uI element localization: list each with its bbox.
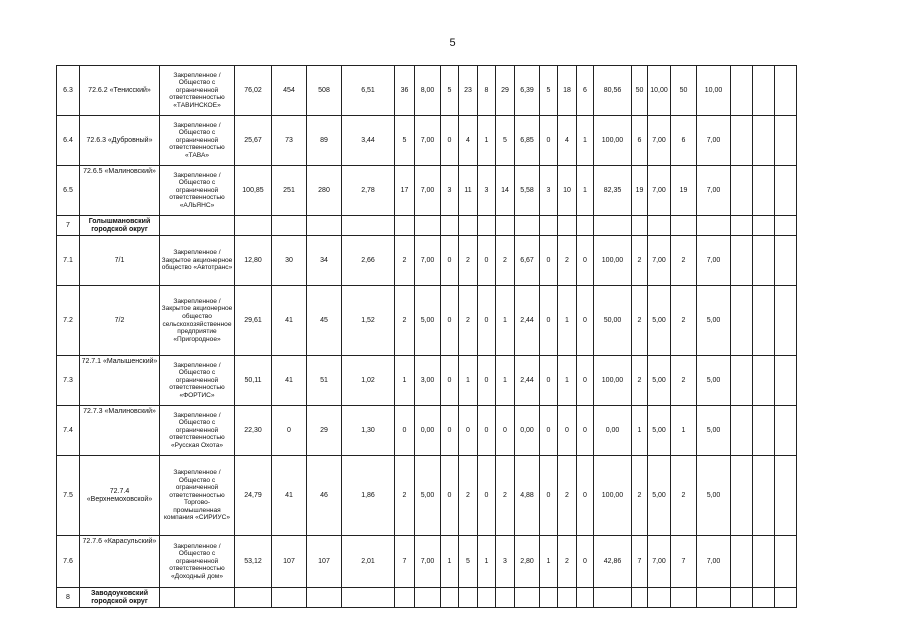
value-cell: 2 xyxy=(496,236,515,286)
table-row xyxy=(57,166,797,216)
value-cell: 5,00 xyxy=(415,286,441,356)
owner-cell: Закрепленное / Общество с ограниченной ответственностью «ТАВА» xyxy=(160,116,235,166)
value-cell: 0 xyxy=(496,406,515,456)
row-number-cell: 7.5 xyxy=(57,456,80,536)
lot-name-cell: 72.7.3 «Малиновский» xyxy=(80,406,160,456)
value-cell: 5,00 xyxy=(697,406,731,456)
value-cell: 0 xyxy=(577,286,594,356)
value-cell xyxy=(753,286,775,356)
lot-name-cell: 72.7.4 «Верхнемоховской» xyxy=(80,456,160,536)
value-cell: 107 xyxy=(272,536,307,588)
value-cell: 42,86 xyxy=(594,536,632,588)
value-cell: 2 xyxy=(395,236,415,286)
row-number-cell: 7.4 xyxy=(57,406,80,456)
owner-cell xyxy=(160,588,235,608)
value-cell xyxy=(558,216,577,236)
value-cell: 7,00 xyxy=(697,116,731,166)
value-cell: 0 xyxy=(540,116,558,166)
value-cell xyxy=(632,216,648,236)
value-cell xyxy=(731,66,753,116)
value-cell: 0 xyxy=(459,406,478,456)
value-cell xyxy=(731,588,753,608)
value-cell: 5 xyxy=(441,66,459,116)
value-cell xyxy=(753,588,775,608)
value-cell xyxy=(496,588,515,608)
value-cell xyxy=(577,216,594,236)
value-cell: 7 xyxy=(632,536,648,588)
value-cell xyxy=(731,406,753,456)
value-cell: 12,80 xyxy=(235,236,272,286)
value-cell: 7,00 xyxy=(648,116,671,166)
lot-name-cell: 72.7.1 «Малышенский» xyxy=(80,356,160,406)
value-cell: 53,12 xyxy=(235,536,272,588)
value-cell xyxy=(753,456,775,536)
value-cell: 41 xyxy=(272,356,307,406)
value-cell: 19 xyxy=(632,166,648,216)
value-cell: 89 xyxy=(307,116,342,166)
value-cell: 50 xyxy=(671,66,697,116)
value-cell: 1,52 xyxy=(342,286,395,356)
value-cell xyxy=(753,216,775,236)
value-cell: 2,66 xyxy=(342,236,395,286)
value-cell xyxy=(753,356,775,406)
lot-name-cell: 72.6.2 «Тенисский» xyxy=(80,66,160,116)
value-cell: 7 xyxy=(671,536,697,588)
value-cell xyxy=(594,588,632,608)
value-cell: 0 xyxy=(540,236,558,286)
value-cell xyxy=(775,286,797,356)
value-cell xyxy=(753,236,775,286)
table-body xyxy=(57,66,797,608)
value-cell xyxy=(731,536,753,588)
value-cell: 0 xyxy=(577,406,594,456)
value-cell: 1 xyxy=(395,356,415,406)
owner-cell: Закрепленное / Общество с ограниченной ответственностью «ТАВИНСКОЕ» xyxy=(160,66,235,116)
value-cell xyxy=(731,356,753,406)
value-cell: 0 xyxy=(441,356,459,406)
value-cell xyxy=(478,588,496,608)
value-cell: 1 xyxy=(496,286,515,356)
value-cell: 7,00 xyxy=(415,116,441,166)
value-cell: 0 xyxy=(478,236,496,286)
value-cell: 0 xyxy=(272,406,307,456)
value-cell xyxy=(775,406,797,456)
value-cell xyxy=(671,588,697,608)
value-cell: 1 xyxy=(671,406,697,456)
value-cell xyxy=(540,588,558,608)
value-cell xyxy=(235,216,272,236)
value-cell: 5,00 xyxy=(648,286,671,356)
row-number-cell: 7.6 xyxy=(57,536,80,588)
value-cell: 0 xyxy=(577,536,594,588)
value-cell: 2 xyxy=(395,286,415,356)
value-cell: 10,00 xyxy=(648,66,671,116)
value-cell: 1,86 xyxy=(342,456,395,536)
lot-name-cell: 7/1 xyxy=(80,236,160,286)
value-cell: 2 xyxy=(558,236,577,286)
value-cell: 17 xyxy=(395,166,415,216)
value-cell xyxy=(775,456,797,536)
value-cell: 3,00 xyxy=(415,356,441,406)
value-cell: 0 xyxy=(577,456,594,536)
value-cell: 41 xyxy=(272,456,307,536)
value-cell: 5 xyxy=(496,116,515,166)
value-cell xyxy=(459,588,478,608)
value-cell: 100,00 xyxy=(594,456,632,536)
value-cell xyxy=(515,216,540,236)
value-cell: 0 xyxy=(395,406,415,456)
value-cell: 6,85 xyxy=(515,116,540,166)
value-cell: 2 xyxy=(395,456,415,536)
value-cell: 1 xyxy=(632,406,648,456)
value-cell: 2 xyxy=(459,236,478,286)
value-cell: 2 xyxy=(496,456,515,536)
value-cell: 1 xyxy=(577,116,594,166)
value-cell: 4 xyxy=(558,116,577,166)
value-cell xyxy=(395,216,415,236)
value-cell: 0,00 xyxy=(415,406,441,456)
page-number: 5 xyxy=(449,37,456,49)
value-cell xyxy=(753,166,775,216)
value-cell: 1 xyxy=(558,286,577,356)
value-cell xyxy=(272,216,307,236)
row-number-cell: 7 xyxy=(57,216,80,236)
value-cell: 1 xyxy=(496,356,515,406)
value-cell: 2 xyxy=(671,356,697,406)
value-cell: 2 xyxy=(632,236,648,286)
value-cell: 4,88 xyxy=(515,456,540,536)
value-cell: 3 xyxy=(441,166,459,216)
value-cell xyxy=(753,116,775,166)
value-cell xyxy=(272,588,307,608)
value-cell: 7,00 xyxy=(415,236,441,286)
value-cell: 1 xyxy=(577,166,594,216)
value-cell: 280 xyxy=(307,166,342,216)
value-cell: 8,00 xyxy=(415,66,441,116)
value-cell: 0 xyxy=(577,236,594,286)
value-cell xyxy=(697,216,731,236)
table-row xyxy=(57,406,797,456)
value-cell: 80,56 xyxy=(594,66,632,116)
value-cell: 1,30 xyxy=(342,406,395,456)
value-cell: 5,00 xyxy=(697,456,731,536)
row-number-cell: 8 xyxy=(57,588,80,608)
value-cell: 2,80 xyxy=(515,536,540,588)
owner-cell: Закрепленное / Закрытое акционерное общество «Автотранс» xyxy=(160,236,235,286)
value-cell: 36 xyxy=(395,66,415,116)
value-cell xyxy=(235,588,272,608)
row-number-cell: 6.3 xyxy=(57,66,80,116)
value-cell: 0 xyxy=(540,456,558,536)
value-cell xyxy=(731,116,753,166)
value-cell: 508 xyxy=(307,66,342,116)
value-cell: 4 xyxy=(459,116,478,166)
district-row xyxy=(57,588,797,608)
value-cell: 5,00 xyxy=(415,456,441,536)
value-cell: 8 xyxy=(478,66,496,116)
value-cell: 100,00 xyxy=(594,356,632,406)
value-cell xyxy=(775,66,797,116)
table-row xyxy=(57,356,797,406)
value-cell: 7,00 xyxy=(648,536,671,588)
value-cell xyxy=(459,216,478,236)
value-cell xyxy=(478,216,496,236)
value-cell: 2 xyxy=(558,536,577,588)
value-cell: 76,02 xyxy=(235,66,272,116)
value-cell: 100,00 xyxy=(594,116,632,166)
table-row xyxy=(57,536,797,588)
value-cell: 5,00 xyxy=(648,356,671,406)
value-cell: 6 xyxy=(632,116,648,166)
value-cell xyxy=(775,236,797,286)
value-cell: 1 xyxy=(558,356,577,406)
row-number-cell: 7.3 xyxy=(57,356,80,406)
value-cell xyxy=(307,588,342,608)
owner-cell: Закрепленное / Общество с ограниченной ответственностью «Русская Охота» xyxy=(160,406,235,456)
value-cell xyxy=(307,216,342,236)
value-cell: 19 xyxy=(671,166,697,216)
value-cell: 0,00 xyxy=(515,406,540,456)
value-cell xyxy=(648,216,671,236)
value-cell: 6 xyxy=(577,66,594,116)
value-cell: 7 xyxy=(395,536,415,588)
value-cell: 7,00 xyxy=(697,536,731,588)
value-cell: 2 xyxy=(671,286,697,356)
value-cell: 29 xyxy=(496,66,515,116)
value-cell: 50 xyxy=(632,66,648,116)
value-cell: 0 xyxy=(540,406,558,456)
value-cell: 1 xyxy=(478,116,496,166)
value-cell: 0 xyxy=(478,406,496,456)
value-cell: 34 xyxy=(307,236,342,286)
value-cell: 2 xyxy=(671,456,697,536)
value-cell: 29 xyxy=(307,406,342,456)
value-cell: 24,79 xyxy=(235,456,272,536)
value-cell: 11 xyxy=(459,166,478,216)
value-cell: 0 xyxy=(478,456,496,536)
value-cell: 25,67 xyxy=(235,116,272,166)
value-cell: 10,00 xyxy=(697,66,731,116)
value-cell: 7,00 xyxy=(415,536,441,588)
value-cell: 41 xyxy=(272,286,307,356)
value-cell xyxy=(753,406,775,456)
row-number-cell: 7.2 xyxy=(57,286,80,356)
value-cell: 5,00 xyxy=(697,286,731,356)
value-cell: 2,78 xyxy=(342,166,395,216)
value-cell: 5,58 xyxy=(515,166,540,216)
value-cell xyxy=(731,236,753,286)
value-cell: 3 xyxy=(496,536,515,588)
value-cell xyxy=(395,588,415,608)
owner-cell: Закрепленное / Общество с ограниченной ответственностью «ФОРТИС» xyxy=(160,356,235,406)
value-cell: 2 xyxy=(558,456,577,536)
value-cell: 2 xyxy=(632,286,648,356)
value-cell: 6 xyxy=(671,116,697,166)
lot-name-cell: Голышмановский городской округ xyxy=(80,216,160,236)
table-row xyxy=(57,456,797,536)
value-cell: 45 xyxy=(307,286,342,356)
value-cell: 5 xyxy=(395,116,415,166)
value-cell: 2 xyxy=(671,236,697,286)
value-cell: 2 xyxy=(459,286,478,356)
value-cell xyxy=(731,286,753,356)
value-cell: 454 xyxy=(272,66,307,116)
value-cell: 6,39 xyxy=(515,66,540,116)
value-cell xyxy=(558,588,577,608)
value-cell: 5,00 xyxy=(648,456,671,536)
value-cell xyxy=(731,216,753,236)
value-cell: 1 xyxy=(478,536,496,588)
value-cell xyxy=(775,116,797,166)
value-cell: 7,00 xyxy=(697,236,731,286)
value-cell xyxy=(775,536,797,588)
value-cell: 23 xyxy=(459,66,478,116)
value-cell xyxy=(731,166,753,216)
value-cell xyxy=(594,216,632,236)
value-cell: 0 xyxy=(441,116,459,166)
value-cell xyxy=(731,456,753,536)
value-cell xyxy=(753,536,775,588)
value-cell: 2 xyxy=(459,456,478,536)
value-cell: 0 xyxy=(540,286,558,356)
value-cell: 0 xyxy=(577,356,594,406)
value-cell xyxy=(577,588,594,608)
value-cell: 5,00 xyxy=(697,356,731,406)
value-cell: 0 xyxy=(441,286,459,356)
value-cell: 2 xyxy=(632,356,648,406)
value-cell xyxy=(496,216,515,236)
value-cell: 0 xyxy=(478,286,496,356)
value-cell: 5,00 xyxy=(648,406,671,456)
value-cell xyxy=(415,588,441,608)
value-cell: 7,00 xyxy=(415,166,441,216)
hunting-grounds-table xyxy=(56,65,797,608)
value-cell: 10 xyxy=(558,166,577,216)
value-cell xyxy=(775,166,797,216)
value-cell: 18 xyxy=(558,66,577,116)
owner-cell xyxy=(160,216,235,236)
value-cell xyxy=(540,216,558,236)
value-cell: 50,11 xyxy=(235,356,272,406)
value-cell xyxy=(697,588,731,608)
value-cell: 1 xyxy=(540,536,558,588)
value-cell: 0 xyxy=(441,236,459,286)
value-cell: 7,00 xyxy=(697,166,731,216)
value-cell: 100,00 xyxy=(594,236,632,286)
value-cell xyxy=(632,588,648,608)
table-row xyxy=(57,236,797,286)
value-cell: 14 xyxy=(496,166,515,216)
table-row xyxy=(57,116,797,166)
value-cell: 7,00 xyxy=(648,166,671,216)
value-cell: 82,35 xyxy=(594,166,632,216)
value-cell xyxy=(441,216,459,236)
value-cell xyxy=(515,588,540,608)
value-cell xyxy=(441,588,459,608)
district-row xyxy=(57,216,797,236)
owner-cell: Закрепленное / Общество с ограниченной ответственностью «Доходный дом» xyxy=(160,536,235,588)
value-cell: 0 xyxy=(441,406,459,456)
value-cell: 29,61 xyxy=(235,286,272,356)
value-cell: 0 xyxy=(540,356,558,406)
value-cell: 0,00 xyxy=(594,406,632,456)
row-number-cell: 6.5 xyxy=(57,166,80,216)
lot-name-cell: 7/2 xyxy=(80,286,160,356)
table-row xyxy=(57,66,797,116)
owner-cell: Закрепленное / Общество с ограниченной ответственностью «АЛЬЯНС» xyxy=(160,166,235,216)
value-cell xyxy=(753,66,775,116)
value-cell: 5 xyxy=(540,66,558,116)
lot-name-cell: Заводоуковский городской округ xyxy=(80,588,160,608)
lot-name-cell: 72.7.6 «Карасульский» xyxy=(80,536,160,588)
value-cell: 2,44 xyxy=(515,286,540,356)
value-cell: 2 xyxy=(632,456,648,536)
value-cell xyxy=(671,216,697,236)
value-cell: 22,30 xyxy=(235,406,272,456)
owner-cell: Закрепленное / Закрытое акционерное общество сельскохозяйственное предприятие «Пригородное» xyxy=(160,286,235,356)
value-cell: 0 xyxy=(478,356,496,406)
row-number-cell: 7.1 xyxy=(57,236,80,286)
value-cell: 1 xyxy=(459,356,478,406)
value-cell: 6,51 xyxy=(342,66,395,116)
value-cell: 46 xyxy=(307,456,342,536)
value-cell: 5 xyxy=(459,536,478,588)
value-cell xyxy=(775,588,797,608)
value-cell: 7,00 xyxy=(648,236,671,286)
lot-name-cell: 72.6.5 «Малиновский» xyxy=(80,166,160,216)
value-cell: 3,44 xyxy=(342,116,395,166)
value-cell xyxy=(775,216,797,236)
value-cell: 0 xyxy=(441,456,459,536)
value-cell xyxy=(775,356,797,406)
value-cell xyxy=(415,216,441,236)
value-cell: 1 xyxy=(441,536,459,588)
value-cell: 73 xyxy=(272,116,307,166)
value-cell: 30 xyxy=(272,236,307,286)
value-cell: 100,85 xyxy=(235,166,272,216)
value-cell xyxy=(648,588,671,608)
value-cell: 2,01 xyxy=(342,536,395,588)
value-cell: 2,44 xyxy=(515,356,540,406)
value-cell: 251 xyxy=(272,166,307,216)
value-cell xyxy=(342,216,395,236)
value-cell: 3 xyxy=(540,166,558,216)
value-cell: 50,00 xyxy=(594,286,632,356)
value-cell: 107 xyxy=(307,536,342,588)
value-cell: 51 xyxy=(307,356,342,406)
owner-cell: Закрепленное / Общество с ограниченной ответственностью Торгово-промышленная компания «СИРИУС» xyxy=(160,456,235,536)
value-cell: 6,67 xyxy=(515,236,540,286)
table-row xyxy=(57,286,797,356)
row-number-cell: 6.4 xyxy=(57,116,80,166)
value-cell: 3 xyxy=(478,166,496,216)
value-cell xyxy=(342,588,395,608)
lot-name-cell: 72.6.3 «Дубровный» xyxy=(80,116,160,166)
value-cell: 1,02 xyxy=(342,356,395,406)
value-cell: 0 xyxy=(558,406,577,456)
